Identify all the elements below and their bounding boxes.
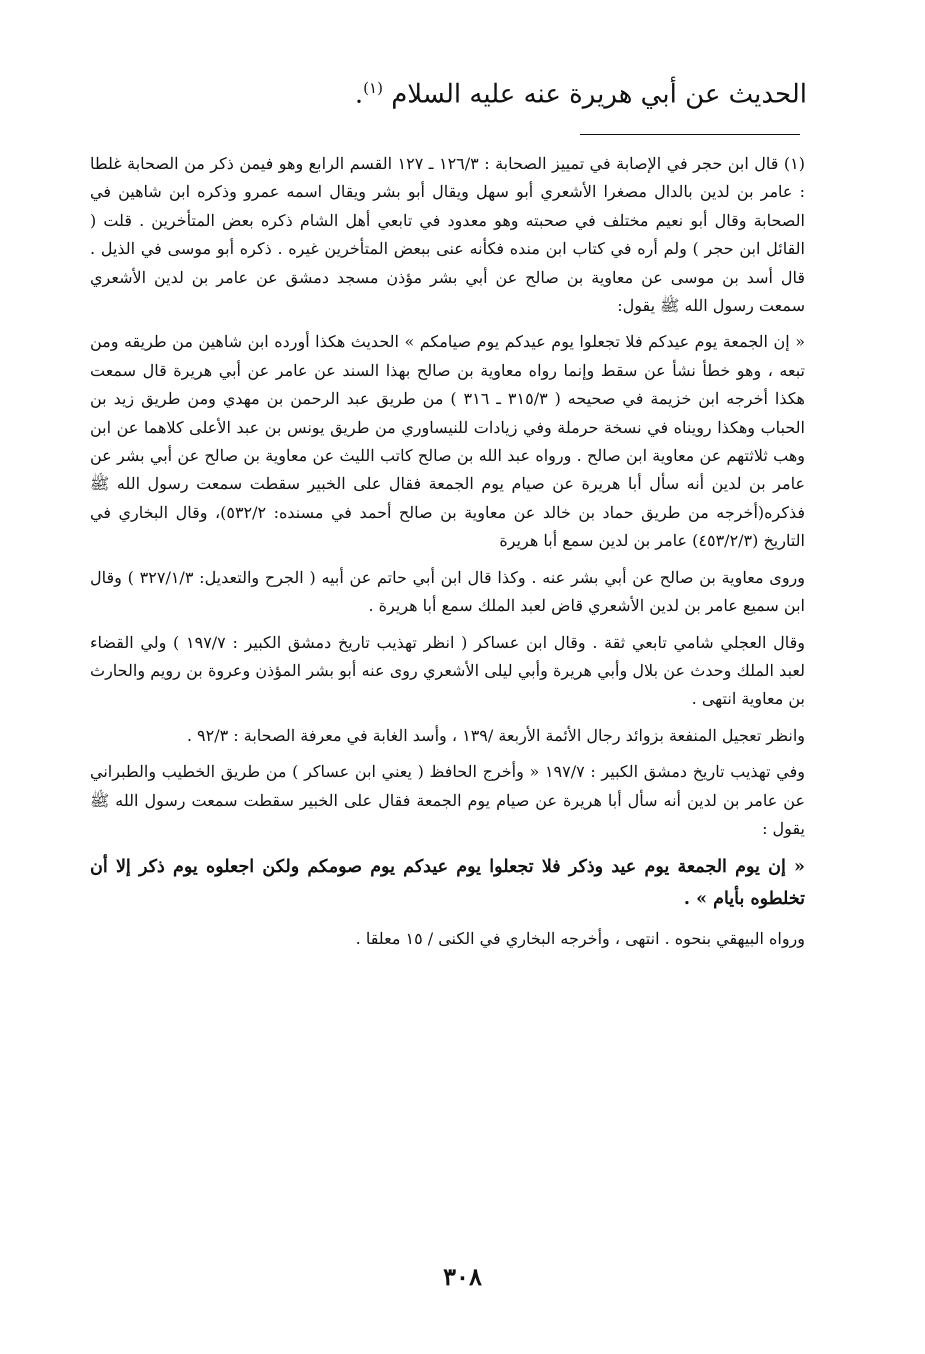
footnote-paragraph-3: وروى معاوية بن صالح عن أبي بشر عنه . وكذا قال ابن أبي حاتم عن أبيه ( الجرح والتعديل: ٣٢٧/١/٣ ) وقال ابن سميع عامر بن لدين الأشعري قاض لعبد الملك سمع أبا هريرة . xyxy=(90,567,805,616)
main-text-period: . xyxy=(354,79,364,110)
footnote-reference: (١) xyxy=(363,79,383,97)
hadith-quote: « إن يوم الجمعة يوم عيد وذكر فلا تجعلوا يوم عيدكم يوم صومكم ولكن اجعلوه يوم ذكر إلا أن تخلطوه بأيام » . xyxy=(90,857,805,910)
page-number: ٣٠٨ xyxy=(443,1262,482,1291)
main-text-line xyxy=(187,68,807,115)
footnote-paragraph-4: وقال العجلي شامي تابعي ثقة . وقال ابن عساكر ( انظر تهذيب تاريخ دمشق الكبير : ١٩٧/٧ ) ولي القضاء لعبد الملك وحدث عن بلال وأبي هريرة وأبي ليلى الأشعري روى عنه أبو بشر المؤذن وعروة بن رويم والحارث بن معاوية انتهى . xyxy=(90,632,805,709)
footnote-closing: ورواه البيهقي بنحوه . انتهى ، وأخرجه البخاري في الكنى / ١٥ معلقا . xyxy=(355,929,805,949)
footnote-text: قال ابن حجر في الإصابة في تمييز الصحابة : ١٢٦/٣ ـ ١٢٧ القسم الرابع وهو فيمن ذكر من الصحابة غلطا : عامر بن لدين بالدال مصغرا الأشعري أبو سهل ويقال أبو بشر ويقال اسمه عمرو وذكره ابن شاهين في الصحابة وقال أبو نعيم مختلف في صحبته وهو معدود في تابعي أهل الشام ذكره بعض المتأخرين . قلت ( القائل ابن حجر ) ولم أره في كتاب ابن منده فكأنه عنى ببعض المتأخرين غيره . ذكره أبو موسى في الذيل . قال أسد بن موسى عن معاوية بن صالح عن أبي بشر مؤذن مسجد دمشق عن عامر بن لدين الأشعري سمعت رسول الله ﷺ يقول: xyxy=(90,154,805,316)
footnote-paragraph-5: وانظر تعجيل المنفعة بزوائد رجال الأئمة الأربعة /١٣٩ ، وأسد الغابة في معرفة الصحابة : ٩٢/٣ . xyxy=(186,725,805,745)
footnote-block xyxy=(90,150,805,962)
main-text: الحديث عن أبي هريرة عنه عليه السلام xyxy=(391,79,807,110)
footnote-separator xyxy=(580,134,800,135)
footnote-paragraph-2: « إن الجمعة يوم عيدكم فلا تجعلوا يوم عيدكم يوم صيامكم » الحديث هكذا أورده ابن شاهين من طريقه ومن تبعه ، وهو خطأ نشأ عن سقط وإنما رواه معاوية بن صالح بهذا السند عن عامر عن أبي هريرة قال سمعت هكذا أخرجه ابن خزيمة في صحيحه ( ٣١٥/٣ ـ ٣١٦ ) من طريق عبد الرحمن بن مهدي ومن طريق زيد بن الحباب وهكذا رويناه في نسخة حرملة وفي زيادات للنيساوري من طريق يونس بن عبد الأعلى كلاهما عن ابن وهب ثلاثتهم عن معاوية ابن صالح . ورواه عبد الله بن صالح كاتب الليث عن معاوية بن صالح عن أبي بشر عن عامر بن لدين أنه سأل أبا هريرة عن صيام يوم الجمعة فقال على الخبير سقطت سمعت رسول الله ﷺ فذكره(أخرجه من طريق حماد بن خالد عن معاوية بن صالح أحمد في مسنده: ٥٣٢/٢)، وقال البخاري في التاريخ (٤٥٣/٢/٣) عامر بن لدين سمع أبا هريرة xyxy=(90,332,806,551)
footnote-marker: (١) xyxy=(783,154,805,173)
footnote-paragraph-6: وفي تهذيب تاريخ دمشق الكبير : ١٩٧/٧ « وأخرج الحافظ ( يعني ابن عساكر ) من طريق الخطيب والطبراني عن عامر بن لدين أنه سأل أبا هريرة عن صيام يوم الجمعة فقال على الخبير سقطت سمعت رسول الله ﷺ يقول : xyxy=(90,762,806,838)
footnote-paragraph-1 xyxy=(90,150,805,320)
